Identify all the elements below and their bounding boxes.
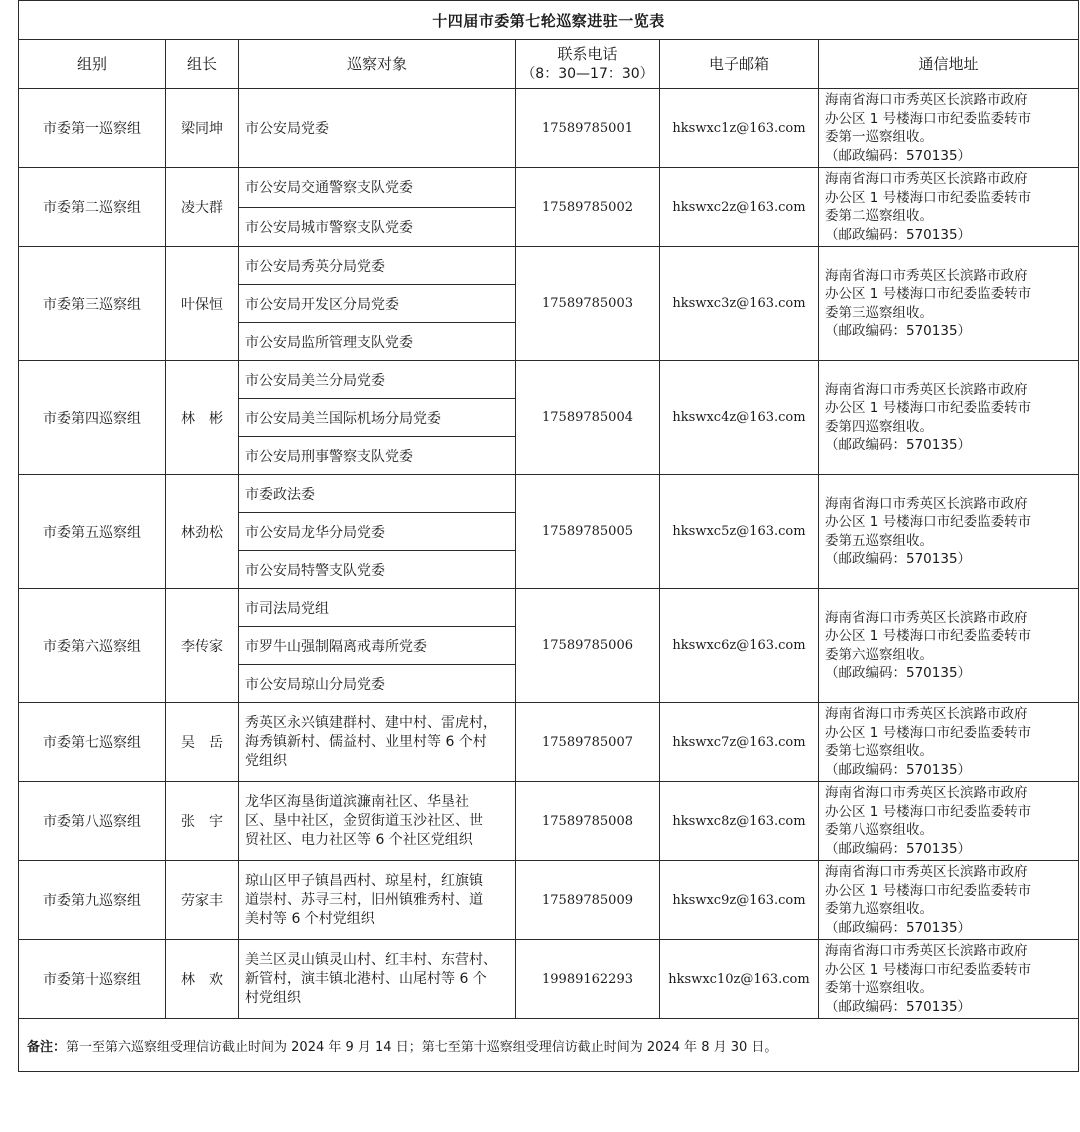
address-cell <box>819 361 1079 475</box>
address-line: 委第八巡察组收。 <box>825 822 933 838</box>
address-line: 委第九巡察组收。 <box>825 901 933 917</box>
address-line: （邮政编码：570135） <box>825 323 972 339</box>
target-cell: 市罗牛山强制隔离戒毒所党委 <box>239 627 516 665</box>
target-cell: 市公安局刑事警察支队党委 <box>239 437 516 475</box>
header-target: 巡察对象 <box>239 40 516 89</box>
target-cell: 市司法局党组 <box>239 589 516 627</box>
inspection-table <box>18 0 1079 1072</box>
target-cell: 市公安局美兰分局党委 <box>239 361 516 399</box>
address-line: （邮政编码：570135） <box>825 226 972 243</box>
address-line: 委第十巡察组收。 <box>825 980 933 996</box>
leader-cell: 李传家 <box>166 589 239 703</box>
address-line: （邮政编码：570135） <box>825 919 972 936</box>
group-cell: 市委第十巡察组 <box>19 940 166 1019</box>
phone-cell: 17589785004 <box>516 361 660 475</box>
address-line: 办公区 1 号楼海口市纪委监委转市 <box>825 628 1032 644</box>
phone-cell: 17589785008 <box>516 782 660 861</box>
address-line: 海南省海口市秀英区长滨路市政府 <box>825 864 1028 880</box>
leader-cell: 劳家丰 <box>166 861 239 940</box>
inspection-table-sheet <box>18 0 1078 1072</box>
target-cell: 市公安局琼山分局党委 <box>239 665 516 703</box>
target-cell: 市公安局开发区分局党委 <box>239 285 516 323</box>
address-line: 委第四巡察组收。 <box>825 418 933 435</box>
email-cell: hkswxc9z@163.com <box>660 861 819 940</box>
address-line: 海南省海口市秀英区长滨路市政府 <box>825 943 1028 959</box>
table-row <box>19 861 1079 940</box>
address-line: 委第七巡察组收。 <box>825 743 933 759</box>
phone-cell: 17589785009 <box>516 861 660 940</box>
address-line: 海南省海口市秀英区长滨路市政府 <box>825 92 1028 108</box>
group-cell: 市委第一巡察组 <box>19 89 166 168</box>
address-line: 海南省海口市秀英区长滨路市政府 <box>825 381 1028 398</box>
address-line: 海南省海口市秀英区长滨路市政府 <box>825 785 1028 801</box>
target-cell: 市公安局龙华分局党委 <box>239 513 516 551</box>
address-cell <box>819 89 1079 168</box>
table-title: 十四届市委第七轮巡察进驻一览表 <box>19 1 1079 40</box>
address-line: 海南省海口市秀英区长滨路市政府 <box>825 609 1028 626</box>
target-line: 村党组织 <box>245 989 301 1006</box>
address-cell <box>819 589 1079 703</box>
address-line: 办公区 1 号楼海口市纪委监委转市 <box>825 724 1032 741</box>
address-line: 海南省海口市秀英区长滨路市政府 <box>825 267 1028 284</box>
address-line: 办公区 1 号楼海口市纪委监委转市 <box>825 286 1032 302</box>
group-cell: 市委第七巡察组 <box>19 703 166 782</box>
leader-cell: 梁同坤 <box>166 89 239 168</box>
email-cell: hkswxc10z@163.com <box>660 940 819 1019</box>
table-row <box>19 703 1079 782</box>
target-cell <box>239 861 516 940</box>
email-cell: hkswxc5z@163.com <box>660 475 819 589</box>
address-line: 委第二巡察组收。 <box>825 208 933 224</box>
address-cell <box>819 782 1079 861</box>
table-row <box>19 589 1079 627</box>
group-cell: 市委第二巡察组 <box>19 168 166 247</box>
table-body <box>19 89 1079 1019</box>
table-row <box>19 782 1079 861</box>
header-phone-hours: （8：30—17：30） <box>521 66 654 82</box>
leader-cell: 凌大群 <box>166 168 239 247</box>
address-cell <box>819 247 1079 361</box>
phone-cell: 17589785003 <box>516 247 660 361</box>
target-line: 海秀镇新村、儒益村、业里村等 6 个村 <box>245 733 487 750</box>
leader-cell: 林 彬 <box>166 361 239 475</box>
header-address: 通信地址 <box>819 40 1079 89</box>
address-line: 办公区 1 号楼海口市纪委监委转市 <box>825 882 1032 899</box>
target-cell: 市公安局城市警察支队党委 <box>239 207 516 247</box>
target-cell: 市公安局特警支队党委 <box>239 551 516 589</box>
target-cell <box>239 782 516 861</box>
header-phone-label: 联系电话 <box>557 45 618 63</box>
leader-cell: 吴 岳 <box>166 703 239 782</box>
group-cell: 市委第九巡察组 <box>19 861 166 940</box>
address-line: 办公区 1 号楼海口市纪委监委转市 <box>825 961 1032 978</box>
address-line: 办公区 1 号楼海口市纪委监委转市 <box>825 514 1032 530</box>
target-cell <box>239 703 516 782</box>
target-cell: 市公安局美兰国际机场分局党委 <box>239 399 516 437</box>
target-line: 贸社区、电力社区等 6 个社区党组织 <box>245 831 473 848</box>
address-line: （邮政编码：570135） <box>825 998 972 1015</box>
address-line: 海南省海口市秀英区长滨路市政府 <box>825 495 1028 512</box>
target-line: 琼山区甲子镇昌西村、琼星村，红旗镇 <box>245 872 483 889</box>
address-line: 办公区 1 号楼海口市纪委监委转市 <box>825 400 1032 416</box>
header-group: 组别 <box>19 40 166 89</box>
address-line: （邮政编码：570135） <box>825 840 972 857</box>
email-cell: hkswxc1z@163.com <box>660 89 819 168</box>
header-phone <box>516 40 660 89</box>
address-line: 海南省海口市秀英区长滨路市政府 <box>825 706 1028 722</box>
table-row <box>19 168 1079 208</box>
address-line: 委第一巡察组收。 <box>825 129 933 145</box>
target-line: 美兰区灵山镇灵山村、红丰村、东营村、 <box>245 951 497 968</box>
phone-cell: 17589785005 <box>516 475 660 589</box>
address-line: 委第三巡察组收。 <box>825 304 933 321</box>
group-cell: 市委第四巡察组 <box>19 361 166 475</box>
target-line: 党组织 <box>245 752 287 769</box>
address-line: 委第五巡察组收。 <box>825 532 933 549</box>
phone-cell: 17589785006 <box>516 589 660 703</box>
address-line: 海南省海口市秀英区长滨路市政府 <box>825 171 1028 187</box>
email-cell: hkswxc6z@163.com <box>660 589 819 703</box>
address-cell <box>819 861 1079 940</box>
header-leader: 组长 <box>166 40 239 89</box>
leader-cell: 林 欢 <box>166 940 239 1019</box>
group-cell: 市委第三巡察组 <box>19 247 166 361</box>
table-row <box>19 361 1079 399</box>
group-cell: 市委第五巡察组 <box>19 475 166 589</box>
phone-cell: 17589785001 <box>516 89 660 168</box>
address-line: （邮政编码：570135） <box>825 147 972 164</box>
target-cell: 市公安局交通警察支队党委 <box>239 168 516 208</box>
leader-cell: 叶保恒 <box>166 247 239 361</box>
target-cell <box>239 940 516 1019</box>
address-line: 委第六巡察组收。 <box>825 646 933 663</box>
group-cell: 市委第八巡察组 <box>19 782 166 861</box>
table-row <box>19 475 1079 513</box>
address-line: （邮政编码：570135） <box>825 665 972 681</box>
target-line: 道崇村、苏寻三村，旧州镇雅秀村、道 <box>245 891 483 908</box>
target-cell: 市委政法委 <box>239 475 516 513</box>
address-line: （邮政编码：570135） <box>825 551 972 567</box>
address-cell <box>819 940 1079 1019</box>
note-text: 第一至第六巡察组受理信访截止时间为 2024 年 9 月 14 日；第七至第十巡察组受理信访截止时间为 2024 年 8 月 30 日。 <box>66 1039 778 1055</box>
address-cell <box>819 703 1079 782</box>
email-cell: hkswxc7z@163.com <box>660 703 819 782</box>
target-line: 新管村，演丰镇北港村、山尾村等 6 个 <box>245 970 487 987</box>
group-cell: 市委第六巡察组 <box>19 589 166 703</box>
target-line: 美村等 6 个村党组织 <box>245 910 375 927</box>
leader-cell: 张 宇 <box>166 782 239 861</box>
phone-cell: 17589785007 <box>516 703 660 782</box>
email-cell: hkswxc3z@163.com <box>660 247 819 361</box>
address-line: （邮政编码：570135） <box>825 437 972 453</box>
phone-cell: 19989162293 <box>516 940 660 1019</box>
target-line: 区、垦中社区，金贸街道玉沙社区、世 <box>245 812 483 829</box>
target-line: 龙华区海垦街道滨濂南社区、华垦社 <box>245 793 469 810</box>
target-line: 秀英区永兴镇建群村、建中村、雷虎村， <box>245 714 497 731</box>
email-cell: hkswxc8z@163.com <box>660 782 819 861</box>
note-label: 备注： <box>27 1039 67 1055</box>
phone-cell: 17589785002 <box>516 168 660 247</box>
table-row <box>19 247 1079 285</box>
address-line: 办公区 1 号楼海口市纪委监委转市 <box>825 803 1032 820</box>
target-cell: 市公安局党委 <box>239 89 516 168</box>
table-row <box>19 940 1079 1019</box>
table-note <box>19 1019 1079 1072</box>
target-cell: 市公安局监所管理支队党委 <box>239 323 516 361</box>
header-email: 电子邮箱 <box>660 40 819 89</box>
address-cell <box>819 168 1079 247</box>
address-line: 办公区 1 号楼海口市纪委监委转市 <box>825 189 1032 206</box>
address-line: （邮政编码：570135） <box>825 761 972 778</box>
table-row <box>19 89 1079 168</box>
address-cell <box>819 475 1079 589</box>
target-cell: 市公安局秀英分局党委 <box>239 247 516 285</box>
email-cell: hkswxc2z@163.com <box>660 168 819 247</box>
address-line: 办公区 1 号楼海口市纪委监委转市 <box>825 110 1032 127</box>
email-cell: hkswxc4z@163.com <box>660 361 819 475</box>
leader-cell: 林劲松 <box>166 475 239 589</box>
